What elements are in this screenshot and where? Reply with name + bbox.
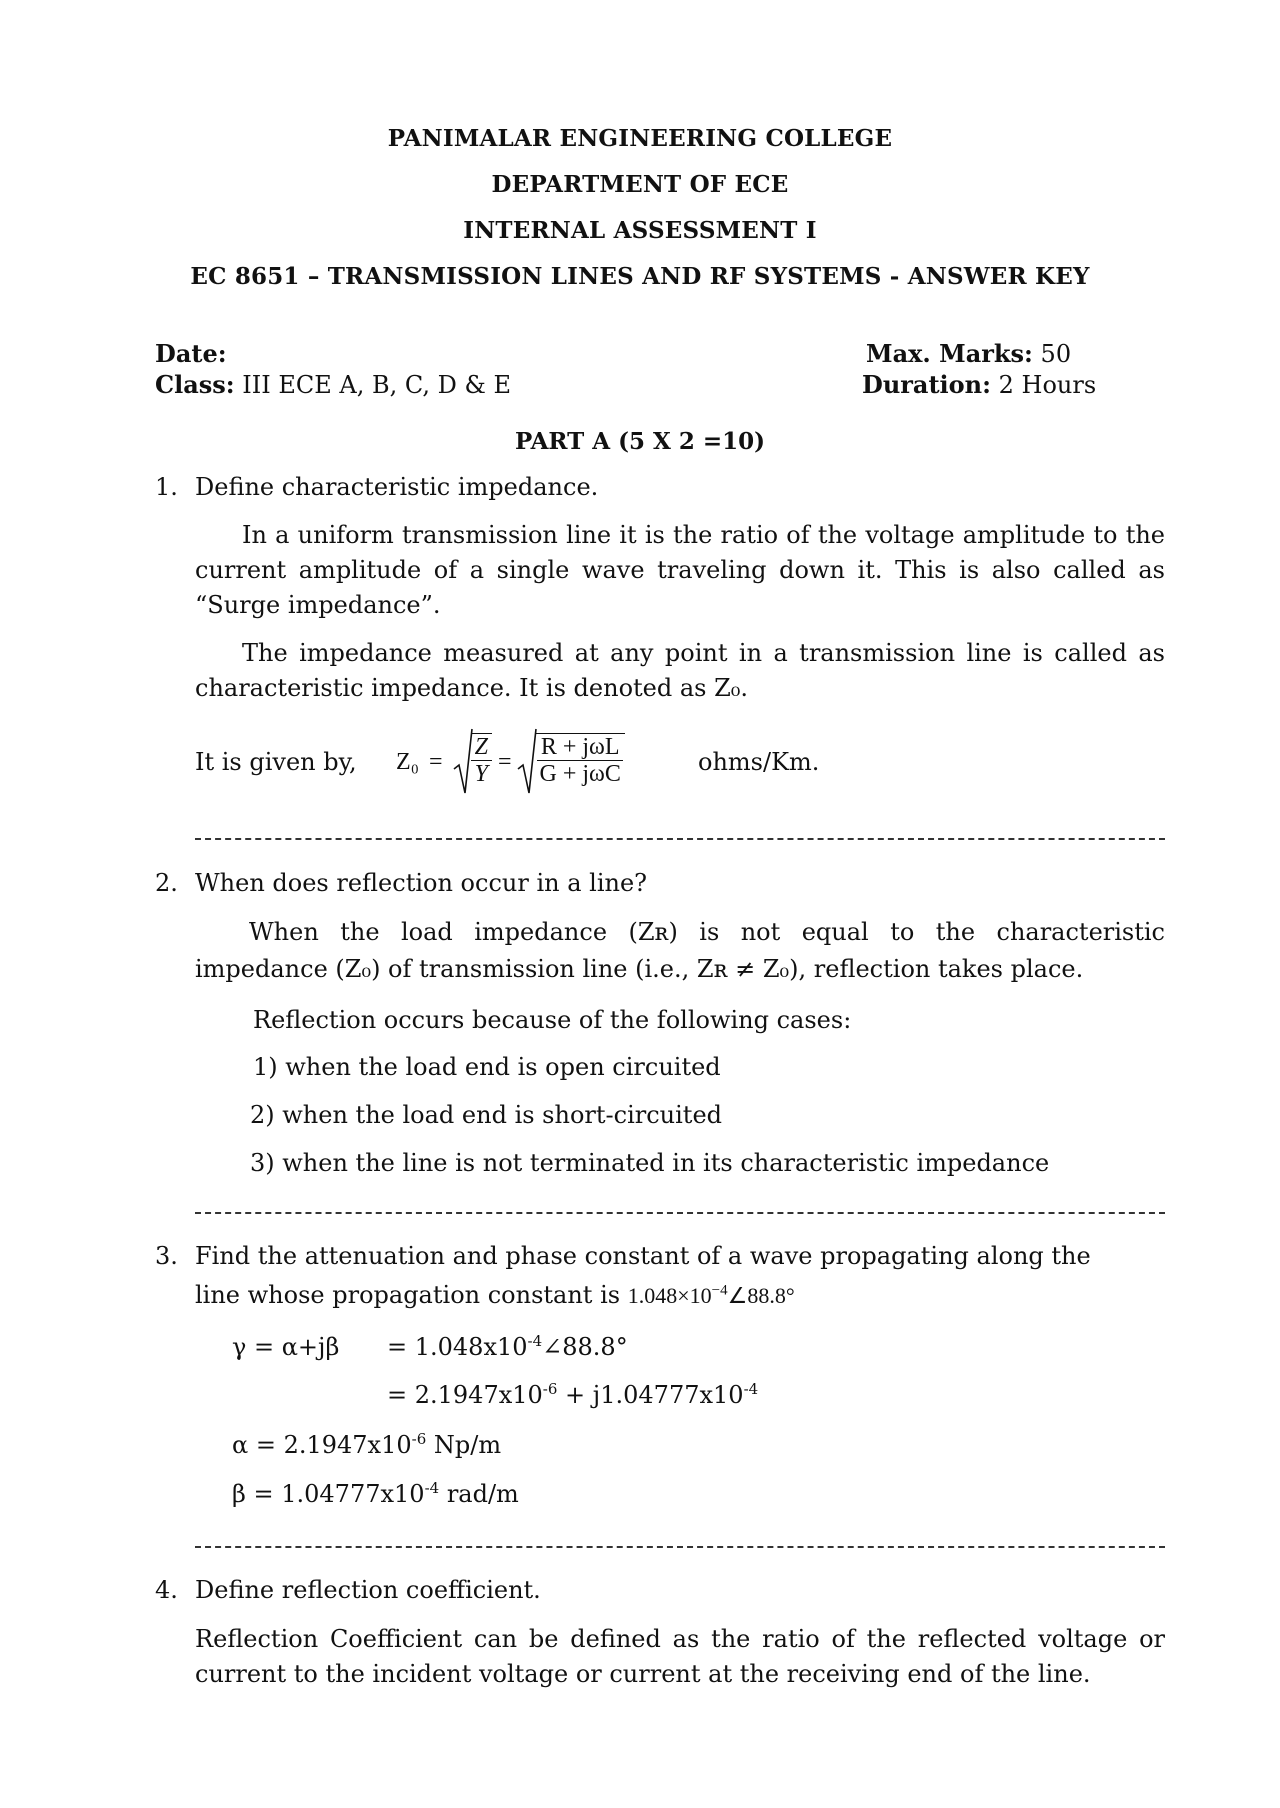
q4-question: Define reflection coefficient. — [195, 1576, 541, 1604]
duration-value: 2 Hours — [998, 371, 1097, 399]
beta-value: $\beta = 1.04777x10^{-4}$ rad/m — [232, 1479, 519, 1508]
q2-intro: Reflection occurs because of the following cases: — [253, 1006, 852, 1034]
q1-question: Define characteristic impedance. — [195, 473, 599, 501]
max-marks-value: 50 — [1040, 340, 1072, 368]
q2-answer-para1: When the load impedance (Zʀ) is not equal to the characteristic impedance (Z₀) of transmission line (i.e., Zʀ ≠ Z₀), reflection takes place. — [195, 918, 1165, 983]
max-marks-label: Max. Marks: — [866, 339, 1033, 368]
q3-propagation-constant: $1.048\times 10^{-4}\angle 88.8^\circ$ — [627, 1282, 795, 1308]
class-value: III ECE A, B, C, D & E — [242, 371, 512, 399]
q1-answer-para2: The impedance measured at any point in a transmission line is called as characteristic impedance. It is denoted as Z₀. — [195, 639, 1165, 702]
separator — [195, 1546, 1165, 1548]
separator — [195, 838, 1165, 840]
q4-answer-para1: Reflection Coefficient can be defined as the ratio of the reflected voltage or current to the incident voltage or current at the receiving end of the line. — [195, 1625, 1165, 1688]
class-row — [155, 367, 511, 403]
gamma-line-2: = $2.1947x10^{-6} + j1.04777x10^{-4}$ — [387, 1380, 759, 1409]
q3-question-line2: line whose propagation constant is $1.048\times 10^{-4}\angle 88.8^\circ$ — [195, 1281, 795, 1309]
q1-number: 1. — [155, 473, 178, 501]
sqrt-icon — [517, 727, 537, 797]
assessment-title: INTERNAL ASSESSMENT I — [463, 217, 817, 244]
q2-question: When does reflection occur in a line? — [195, 869, 648, 897]
class-label: Class: — [155, 370, 235, 399]
q1-answer-para1: In a uniform transmission line it is the ratio of the voltage amplitude to the current amplitude of a single wave traveling down it. This is also called as “Surge impedance”. — [195, 521, 1165, 619]
duration-label: Duration: — [862, 370, 991, 399]
college-name: PANIMALAR ENGINEERING COLLEGE — [387, 125, 893, 152]
q2-case-2: 2) when the load end is short-circuited — [250, 1101, 723, 1129]
part-a-title: PART A (5 X 2 =10) — [514, 428, 766, 455]
date-label: Date: — [155, 339, 227, 368]
gamma-lhs: γ = α+jβ — [232, 1333, 340, 1361]
separator — [195, 1212, 1165, 1214]
q2-number: 2. — [155, 869, 178, 897]
course-title: EC 8651 – TRANSMISSION LINES AND RF SYSTEMS - ANSWER KEY — [190, 263, 1090, 290]
impedance-fraction: $\frac{\text{R + jωL}}{\text{G + jωC}}$ — [535, 733, 624, 787]
q3-number: 3. — [155, 1242, 178, 1270]
q1-formula: Z₀ = $\frac{Z}{Y}$ = $\frac{\text{R + jωL}}{\text{G + jωC}}$ — [396, 722, 625, 802]
department-name: DEPARTMENT OF ECE — [491, 171, 789, 198]
alpha-value: $\alpha = 2.1947x10^{-6}$ Np/m — [232, 1430, 502, 1459]
z-over-y-fraction: $\frac{Z}{Y}$ — [471, 733, 492, 787]
z0-symbol: Z₀ — [396, 748, 420, 775]
sqrt-icon — [453, 727, 473, 797]
duration-row — [862, 367, 1096, 403]
q1-given-by: It is given by, — [195, 748, 357, 776]
q4-number: 4. — [155, 1576, 178, 1604]
q2-case-3: 3) when the line is not terminated in its characteristic impedance — [250, 1149, 1050, 1177]
q2-case-1: 1) when the load end is open circuited — [253, 1053, 721, 1081]
gamma-line-1: = $1.048x10^{-4}\angle 88.8^\circ$ — [387, 1332, 628, 1361]
q3-question-line1: Find the attenuation and phase constant of a wave propagating along the — [195, 1242, 1091, 1270]
q1-unit: ohms/Km. — [698, 748, 820, 776]
